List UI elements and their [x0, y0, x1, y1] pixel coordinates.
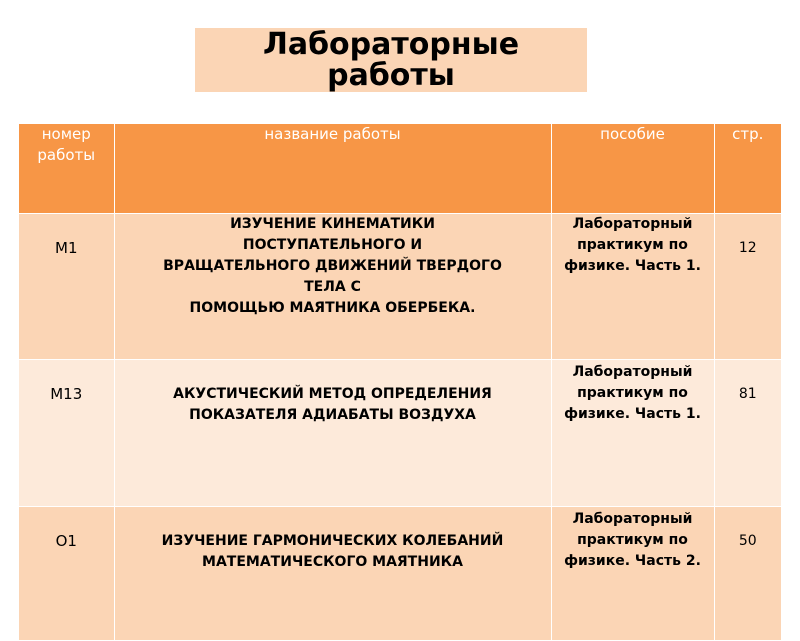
header-number: номер работы	[19, 124, 114, 214]
cell-page: 50	[714, 507, 781, 641]
header-name: название работы	[114, 124, 551, 214]
cell-page: 12	[714, 214, 781, 360]
page-title-line-2: работы	[327, 58, 455, 93]
cell-name: ИЗУЧЕНИЕ ГАРМОНИЧЕСКИХ КОЛЕБАНИЙ МАТЕМАТИЧЕСКОГО МАЯТНИКА	[114, 507, 551, 641]
table-row	[19, 360, 781, 507]
cell-manual: Лабораторный практикум по физике. Часть 1.	[551, 360, 714, 507]
cell-manual: Лабораторный практикум по физике. Часть 1.	[551, 214, 714, 360]
cell-name: АКУСТИЧЕСКИЙ МЕТОД ОПРЕДЕЛЕНИЯ ПОКАЗАТЕЛЯ АДИАБАТЫ ВОЗДУХА	[114, 360, 551, 507]
cell-name: ИЗУЧЕНИЕ КИНЕМАТИКИ ПОСТУПАТЕЛЬНОГО И ВРАЩАТЕЛЬНОГО ДВИЖЕНИЙ ТВЕРДОГО ТЕЛА С ПОМОЩЬЮ МАЯТНИКА ОБЕРБЕКА.	[114, 214, 551, 360]
labs-table	[19, 124, 781, 641]
cell-number: О1	[19, 507, 114, 641]
header-row	[19, 124, 781, 214]
page-title-line-1: Лабораторные	[262, 27, 520, 62]
cell-number: М13	[19, 360, 114, 507]
table-body	[19, 214, 781, 641]
header-page: стр.	[714, 124, 781, 214]
table-row	[19, 507, 781, 641]
cell-page: 81	[714, 360, 781, 507]
cell-manual: Лабораторный практикум по физике. Часть 2.	[551, 507, 714, 641]
table-header	[19, 124, 781, 214]
header-manual: пособие	[551, 124, 714, 214]
table-row	[19, 214, 781, 360]
cell-number: М1	[19, 214, 114, 360]
title-box	[195, 28, 587, 92]
